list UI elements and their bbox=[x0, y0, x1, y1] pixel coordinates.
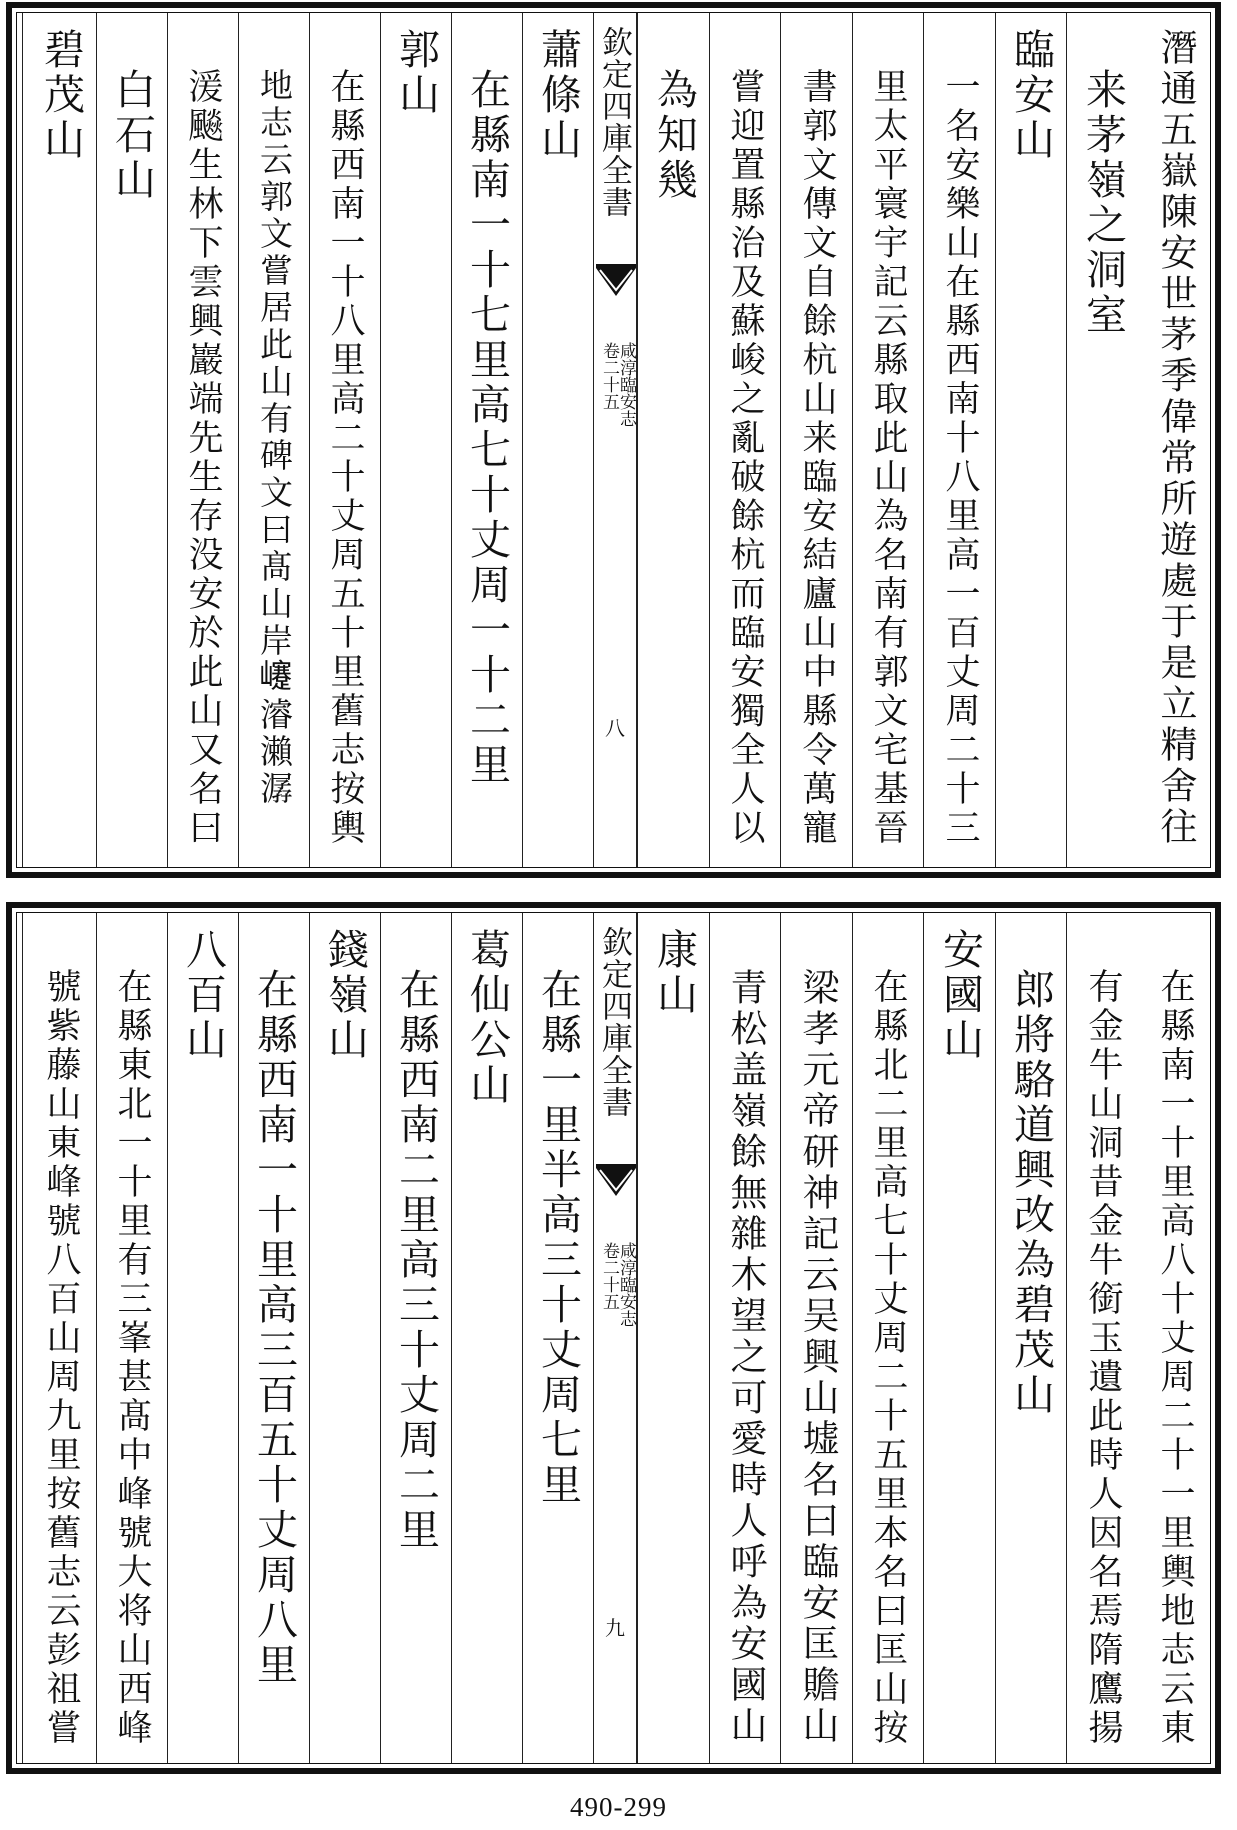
column-text: 安國山 bbox=[936, 928, 984, 1063]
column-text: 在縣東北一十里有三峯甚髙中峰號大将山西峰 bbox=[112, 968, 152, 1748]
text-column bbox=[1066, 12, 1138, 868]
leaf-number: 九 bbox=[605, 1616, 625, 1640]
book-title: 欽定四庫全書 bbox=[596, 26, 632, 218]
text-column bbox=[96, 12, 167, 868]
text-column bbox=[1138, 912, 1210, 1764]
column-text: 在縣一里半高三十丈周七里 bbox=[534, 968, 582, 1508]
volume-text: 卷二十五 bbox=[599, 342, 619, 410]
column-text: 潛通五嶽陳安世茅季偉常所遊處于是立精舍往 bbox=[1154, 28, 1197, 848]
text-column bbox=[167, 912, 238, 1764]
text-column bbox=[780, 912, 852, 1764]
column-text: 在縣南一十里高八十丈周二十一里輿地志云東 bbox=[1155, 968, 1195, 1748]
column-text: 在縣西南二里高三十丈周二里 bbox=[392, 968, 440, 1553]
bottom-page bbox=[6, 902, 1221, 1774]
text-column bbox=[637, 12, 709, 868]
column-text: 一名安樂山在縣西南十八里高一百丈周二十三 bbox=[940, 68, 980, 848]
text-column bbox=[309, 912, 380, 1764]
text-column bbox=[22, 12, 96, 868]
text-column bbox=[923, 912, 995, 1764]
column-text: 書郭文傳文自餘杭山来臨安結廬山中縣令萬寵 bbox=[797, 68, 837, 848]
text-column bbox=[637, 912, 709, 1764]
column-text: 葛仙公山 bbox=[463, 928, 511, 1108]
column-text: 郭山 bbox=[392, 28, 440, 118]
top-page bbox=[6, 2, 1221, 878]
text-column bbox=[380, 12, 451, 868]
column-text: 地志云郭文嘗居此山有碑文曰髙山岸𡾰濬瀨潺 bbox=[255, 68, 294, 808]
column-text: 錢嶺山 bbox=[321, 928, 369, 1063]
book-title: 欽定四庫全書 bbox=[596, 926, 632, 1118]
text-column bbox=[780, 12, 852, 868]
text-column bbox=[522, 12, 593, 868]
center-fold bbox=[593, 912, 637, 1764]
text-column bbox=[238, 912, 309, 1764]
subtitle-text: 咸淳臨安志 bbox=[616, 342, 636, 427]
column-text: 號紫藤山東峰號八百山周九里按舊志云彭祖嘗 bbox=[41, 968, 81, 1748]
column-text: 里太平寰宇記云縣取此山為名南有郭文宅基晉 bbox=[868, 68, 908, 848]
text-column bbox=[451, 912, 522, 1764]
page-number: 490-299 bbox=[570, 1792, 667, 1822]
text-column bbox=[451, 12, 522, 868]
column-text: 在縣西南一十八里高二十丈周五十里舊志按輿 bbox=[325, 68, 365, 848]
fishtail-mark-icon bbox=[596, 1160, 636, 1200]
column-text: 臨安山 bbox=[1007, 28, 1055, 163]
text-column bbox=[709, 912, 780, 1764]
center-fold bbox=[593, 12, 637, 868]
fishtail-mark-icon bbox=[596, 260, 636, 300]
text-column bbox=[995, 12, 1066, 868]
text-column bbox=[1138, 12, 1210, 868]
column-text: 来茅嶺之洞室 bbox=[1079, 68, 1127, 338]
text-column bbox=[22, 912, 96, 1764]
column-text: 郎將駱道興改為碧茂山 bbox=[1007, 968, 1055, 1418]
column-text: 白石山 bbox=[108, 68, 156, 203]
column-text: 梁孝元帝研神記云吴興山墟名曰臨安匡贍山 bbox=[796, 968, 839, 1747]
text-column bbox=[852, 912, 923, 1764]
column-text: 青松盖嶺餘無雜木望之可愛時人呼為安國山 bbox=[724, 968, 767, 1747]
text-column bbox=[522, 912, 593, 1764]
volume-text: 卷二十五 bbox=[599, 1242, 619, 1310]
column-text: 湲飈生林下雲興巖端先生存没安於此山又名曰 bbox=[183, 68, 223, 848]
text-column bbox=[1066, 912, 1138, 1764]
text-column bbox=[923, 12, 995, 868]
column-text: 八百山 bbox=[179, 928, 227, 1063]
column-text: 在縣北二里高七十丈周二十五里本名曰匡山按 bbox=[868, 968, 908, 1748]
leaf-number: 八 bbox=[605, 716, 625, 740]
text-column bbox=[995, 912, 1066, 1764]
text-column bbox=[852, 12, 923, 868]
text-column bbox=[309, 12, 380, 868]
text-column bbox=[96, 912, 167, 1764]
column-text: 碧茂山 bbox=[37, 28, 85, 163]
column-text: 康山 bbox=[650, 928, 698, 1018]
column-text: 為知幾 bbox=[650, 68, 698, 203]
text-column bbox=[167, 12, 238, 868]
column-text: 嘗迎置縣治及蘇峻之亂破餘杭而臨安獨全人以 bbox=[725, 68, 765, 848]
subtitle-text: 咸淳臨安志 bbox=[616, 1242, 636, 1327]
column-text: 在縣南一十七里高七十丈周一十二里 bbox=[463, 68, 511, 788]
column-text: 蕭條山 bbox=[534, 28, 582, 163]
text-column bbox=[238, 12, 309, 868]
column-text: 有金牛山洞昔金牛銜玉遺此時人因名焉隋鷹揚 bbox=[1083, 968, 1123, 1748]
text-column bbox=[380, 912, 451, 1764]
text-column bbox=[709, 12, 780, 868]
column-text: 在縣西南一十里高三百五十丈周八里 bbox=[250, 968, 298, 1688]
